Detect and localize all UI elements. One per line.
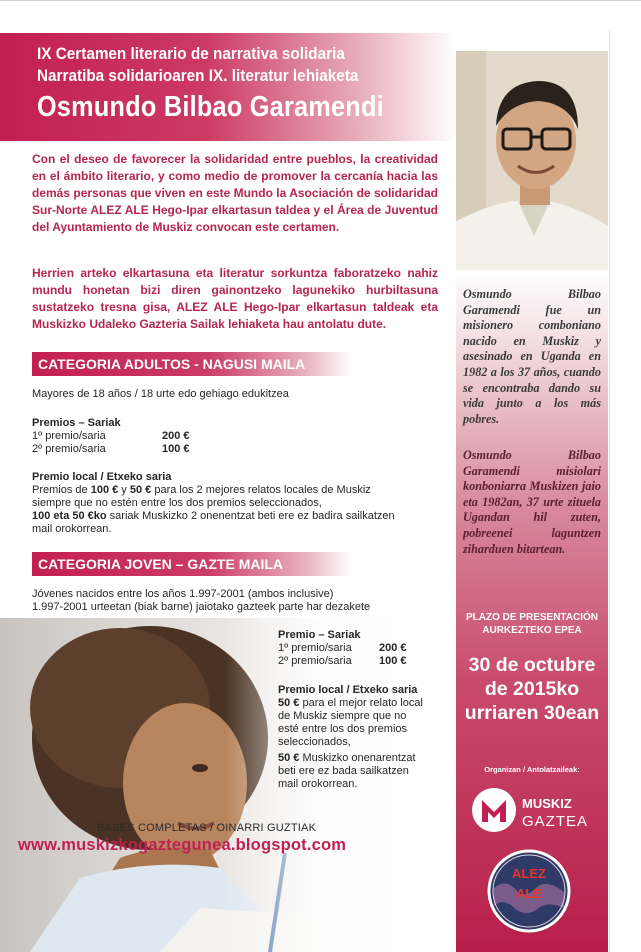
category-youth-banner [32,552,352,576]
amount-fragment: 50 € [129,484,152,496]
header-banner [0,33,456,141]
amount-fragment: 50 € [278,697,300,709]
youth-prize-1-label: 1º premio/saria [278,642,352,654]
adults-age-requirement: Mayores de 18 años / 18 urte edo gehiago edukitzea [32,388,289,400]
adults-prize-1-label: 1º premio/saria [32,430,106,442]
alez-logo-word-1: ALEZ [512,866,546,881]
youth-local-line-6: beti ere ez bada sailkatzen [278,765,409,777]
adults-prize-1 [32,430,212,443]
portrait-photo [456,51,608,270]
youth-age-es: Jóvenes nacidos entre los años 1.997-2001 (ambos inclusive) [32,588,334,600]
adults-local-title: Premio local / Etxeko saria [32,471,172,483]
category-adults-title: CATEGORIA ADULTOS - NAGUSI MAILA [38,356,306,372]
intro-paragraph-es: Con el deseo de favorecer la solidaridad entre pueblos, la creatividad en el ámbito literario, y como medio de promover la cercanía hacia las demás personas que viven en este Mundo la Asociación de solidaridad Sur-Norte ALEZ ALE Hego-Ipar elkartasun taldea y el Área de Juventud del Ayuntamiento de Muskiz convocan este certamen. [32,152,438,234]
adults-prize-2-label: 2º premio/saria [32,443,106,455]
youth-local-line-5 [278,752,416,765]
deadline-line-1: 30 de octubre [468,654,596,676]
adults-prize-2-amount: 100 € [162,443,190,455]
text-fragment: para los 2 mejores relatos locales de Muskiz [151,484,371,496]
text-fragment: Muskizko onenarentzat [299,752,416,764]
youth-local-line-7: mail orokorrean. [278,778,358,790]
youth-prize-2 [278,655,438,668]
adults-prizes-title: Premios – Sariak [32,417,121,429]
youth-local-line-4: seleccionados, [278,736,351,748]
muskiz-logo-word-2: GAZTEA [522,813,589,830]
text-fragment: sariak Muskizko 2 onenentzat beti ere ez badira sailkatzen [106,510,395,522]
header-title-eu: Narratiba solidarioaren IX. literatur lehiaketa [37,66,359,85]
full-rules-label: BASES COMPLETAS / OINARRI GUZTIAK [97,822,317,834]
alez-ale-logo [486,848,572,934]
text-fragment: Premios de [32,484,91,496]
adults-local-line-2: siempre que no estén entre los dos premios seleccionados, [32,497,322,509]
deadline-line-3: urriaren 30ean [464,702,600,724]
deadline-label-es: PLAZO DE PRESENTACIÓN [465,612,599,623]
deadline-line-2: de 2015ko [484,678,580,700]
youth-age-eu: 1.997-2001 urteetan (biak barne) jaiotako gazteek parte har dezakete [32,601,371,613]
amount-fragment: 100 eta 50 €ko [32,510,107,522]
text-fragment: para el mejor relato local [299,697,423,709]
adults-prize-1-amount: 200 € [162,430,190,442]
deadline-date [458,653,606,725]
youth-prize-1-amount: 200 € [379,642,407,654]
youth-prize-2-label: 2º premio/saria [278,655,352,667]
bio-text-eu: Osmundo Bilbao Garamendi misiolari konboniarra Muskizen jaio eta 1982an, 37 urte zituela Ugandan hil zuten, pobreenei laguntzen ziharduen bitartean. [463,448,601,556]
adults-local-line-1 [32,484,371,497]
intro-paragraph-eu: Herrien arteko elkartasuna eta literatur sorkuntza faboratzeko nahiz mundu honetan bizi diren gainontzeko lagunekiko hurbiltasuna sustatzeko tresna gisa, ALEZ ALE Hego-Ipar elkartasun taldeak eta Muskizko Udaleko Gazteria Sailak lehiaketa hau antolatu dute. [32,266,438,331]
youth-local-line-2: de Muskiz siempre que no [278,710,407,722]
header-honoree-name: Osmundo Bilbao Garamendi [37,91,384,123]
deadline-label-eu: AURKEZTEKO EPEA [482,625,582,636]
category-youth-title: CATEGORIA JOVEN – GAZTE MAILA [38,556,284,572]
category-adults-banner [32,352,352,376]
organizers-label: Organizan / Antolatzaileak: [484,765,580,774]
deadline-label [458,611,606,637]
woman-reading-photo [0,618,450,952]
amount-fragment: 50 € [278,752,300,764]
adults-local-line-4: mail orokorrean. [32,523,112,535]
youth-prize-1 [278,642,438,655]
youth-local-line-1 [278,697,423,710]
youth-local-title: Premio local / Etxeko saria [278,684,418,696]
youth-local-line-3: esté entre los dos premios [278,723,408,735]
youth-prize-2-amount: 100 € [379,655,407,667]
muskiz-logo-word-1: MUSKIZ [522,796,572,811]
amount-fragment: 100 € [90,484,119,496]
header-title-es: IX Certamen literario de narrativa solidaria [37,44,345,63]
website-link[interactable]: www.muskizkogaztegunea.blogspot.com [18,836,347,854]
text-fragment: y [118,484,130,496]
top-rule [0,0,641,1]
adults-prize-2 [32,443,212,456]
alez-logo-word-2: ALE [516,886,542,901]
adults-local-line-3 [32,510,395,523]
bio-text-es: Osmundo Bilbao Garamendi fue un misionero comboniano nacido en Muskiz y asesinado en Uganda en 1982 a los 37 años, cuando se encontraba dando su vida junto a los más pobres. [463,287,601,426]
muskiz-gaztea-logo [470,784,605,836]
youth-prizes-title: Premio – Sariak [278,629,361,641]
